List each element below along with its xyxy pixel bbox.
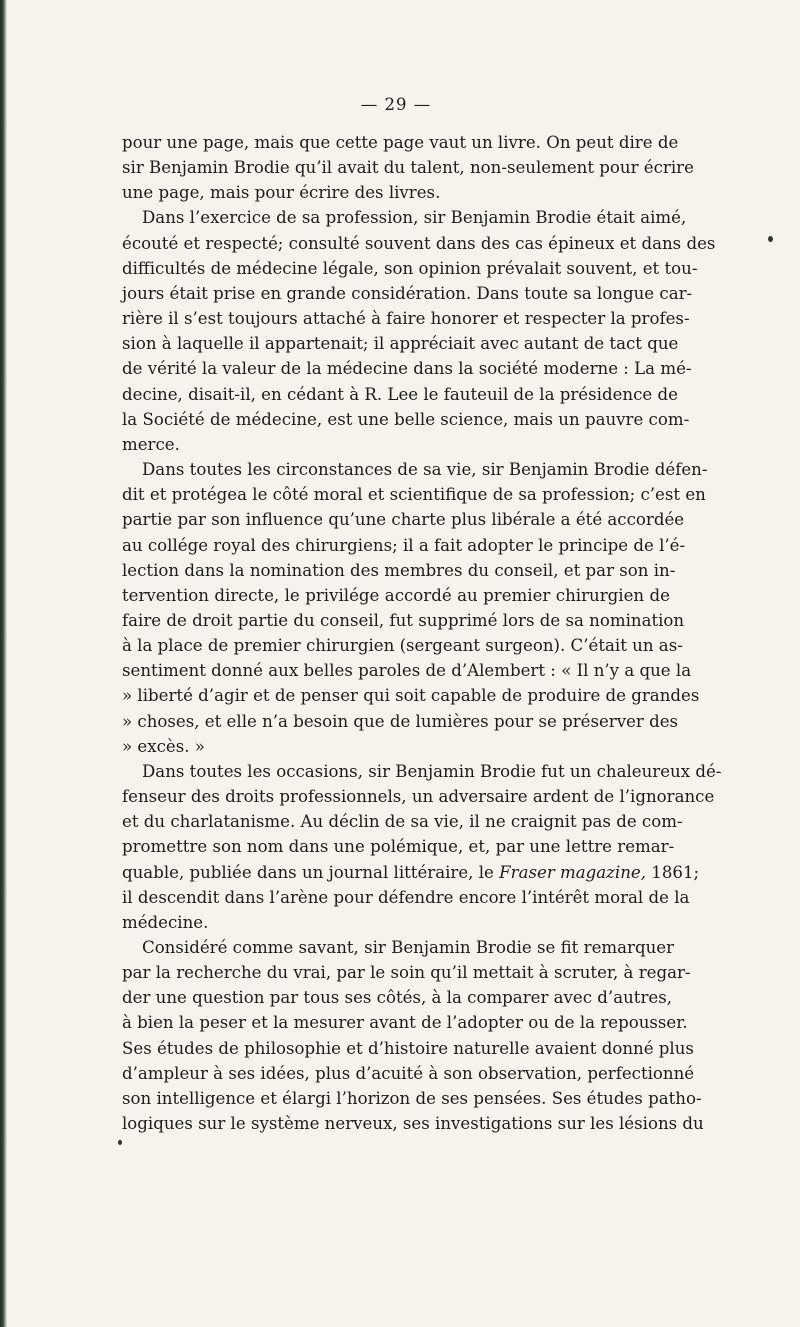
- text-line: tervention directe, le privilége accordé au premier chirurgien de: [122, 585, 670, 605]
- text-line: une page, mais pour écrire des livres.: [122, 183, 441, 203]
- text-line: rière il s’est toujours attaché à faire honorer et respecter la profes-: [122, 309, 690, 329]
- text-line: Dans toutes les occasions, sir Benjamin Brodie fut un chaleureux dé-: [142, 761, 722, 781]
- page-binding-edge: [0, 0, 7, 1327]
- text-line: écouté et respecté; consulté souvent dans des cas épineux et dans des: [122, 233, 716, 253]
- text-line: jours était prise en grande considération. Dans toute sa longue car-: [122, 283, 693, 303]
- paragraph-3: [122, 457, 708, 759]
- text-line: au collége royal des chirurgiens; il a fait adopter le principe de l’é-: [122, 535, 686, 555]
- text-line: Dans l’exercice de sa profession, sir Benjamin Brodie était aimé,: [142, 208, 687, 228]
- text-line: » excès. »: [122, 736, 205, 756]
- paragraph-5: [122, 935, 704, 1136]
- text-line: fenseur des droits professionnels, un adversaire ardent de l’ignorance: [122, 787, 715, 807]
- text-line: Considéré comme savant, sir Benjamin Brodie se fit remarquer: [142, 938, 675, 957]
- text-fragment: 1861;: [646, 862, 700, 882]
- paragraph-2: [122, 205, 716, 457]
- page-number: — 29 —: [360, 95, 432, 114]
- text-line: à la place de premier chirurgien (sergeant surgeon). C’était un as-: [122, 636, 683, 656]
- text-line: partie par son influence qu’une charte plus libérale a été accordée: [122, 510, 685, 530]
- text-line: lection dans la nomination des membres du conseil, et par son in-: [122, 560, 676, 580]
- text-line: d’ampleur à ses idées, plus d’acuité à son observation, perfectionné: [122, 1063, 695, 1083]
- text-line: Dans toutes les circonstances de sa vie, sir Benjamin Brodie défen-: [142, 460, 708, 480]
- text-line: promettre son nom dans une polémique, et, par une lettre remar-: [122, 837, 675, 857]
- text-line: par la recherche du vrai, par le soin qu’il mettait à scruter, à regar-: [122, 963, 691, 983]
- text-line: merce.: [122, 434, 180, 454]
- document-page: [122, 95, 722, 1136]
- text-line: et du charlatanisme. Au déclin de sa vie, il ne craignit pas de com-: [122, 812, 683, 832]
- text-line: decine, disait-il, en cédant à R. Lee le fauteuil de la présidence de: [122, 384, 678, 404]
- text-line: der une question par tous ses côtés, à la comparer avec d’autres,: [122, 988, 672, 1008]
- text-line: difficultés de médecine légale, son opinion prévalait souvent, et tou-: [122, 258, 698, 278]
- text-line: sentiment donné aux belles paroles de d’Alembert : « Il n’y a que la: [122, 661, 692, 681]
- text-line: dit et protégea le côté moral et scientifique de sa profession; c’est en: [122, 485, 706, 505]
- text-line: » choses, et elle n’a besoin que de lumières pour se préserver des: [122, 711, 679, 731]
- text-line: logiques sur le système nerveux, ses investigations sur les lésions du: [122, 1114, 704, 1134]
- text-fragment: quable, publiée dans un journal littéraire, le: [122, 862, 494, 882]
- text-line: il descendit dans l’arène pour défendre encore l’intérêt moral de la: [122, 887, 690, 907]
- text-line: sion à laquelle il appartenait; il appréciait avec autant de tact que: [122, 334, 679, 354]
- text-line: sir Benjamin Brodie qu’il avait du talent, non-seulement pour écrire: [122, 158, 694, 178]
- magazine-title: Fraser magazine,: [499, 862, 646, 882]
- ink-speck: [768, 236, 773, 242]
- text-line: à bien la peser et la mesurer avant de l’adopter ou de la repousser.: [122, 1013, 688, 1033]
- text-line: médecine.: [122, 912, 209, 932]
- text-line: de vérité la valeur de la médecine dans la société moderne : La mé-: [122, 359, 692, 379]
- ink-speck: [118, 1140, 122, 1145]
- text-line: » liberté d’agir et de penser qui soit capable de produire de grandes: [122, 686, 700, 706]
- text-line: son intelligence et élargi l’horizon de ses pensées. Ses études patho-: [122, 1088, 702, 1108]
- paragraph-4: [122, 759, 722, 935]
- text-line: faire de droit partie du conseil, fut supprimé lors de sa nomination: [122, 610, 685, 630]
- text-line-with-title: [122, 860, 700, 885]
- paragraph-1: [122, 130, 694, 205]
- text-line: pour une page, mais que cette page vaut un livre. On peut dire de: [122, 133, 679, 152]
- text-line: la Société de médecine, est une belle science, mais un pauvre com-: [122, 409, 690, 429]
- text-line: Ses études de philosophie et d’histoire naturelle avaient donné plus: [122, 1038, 694, 1058]
